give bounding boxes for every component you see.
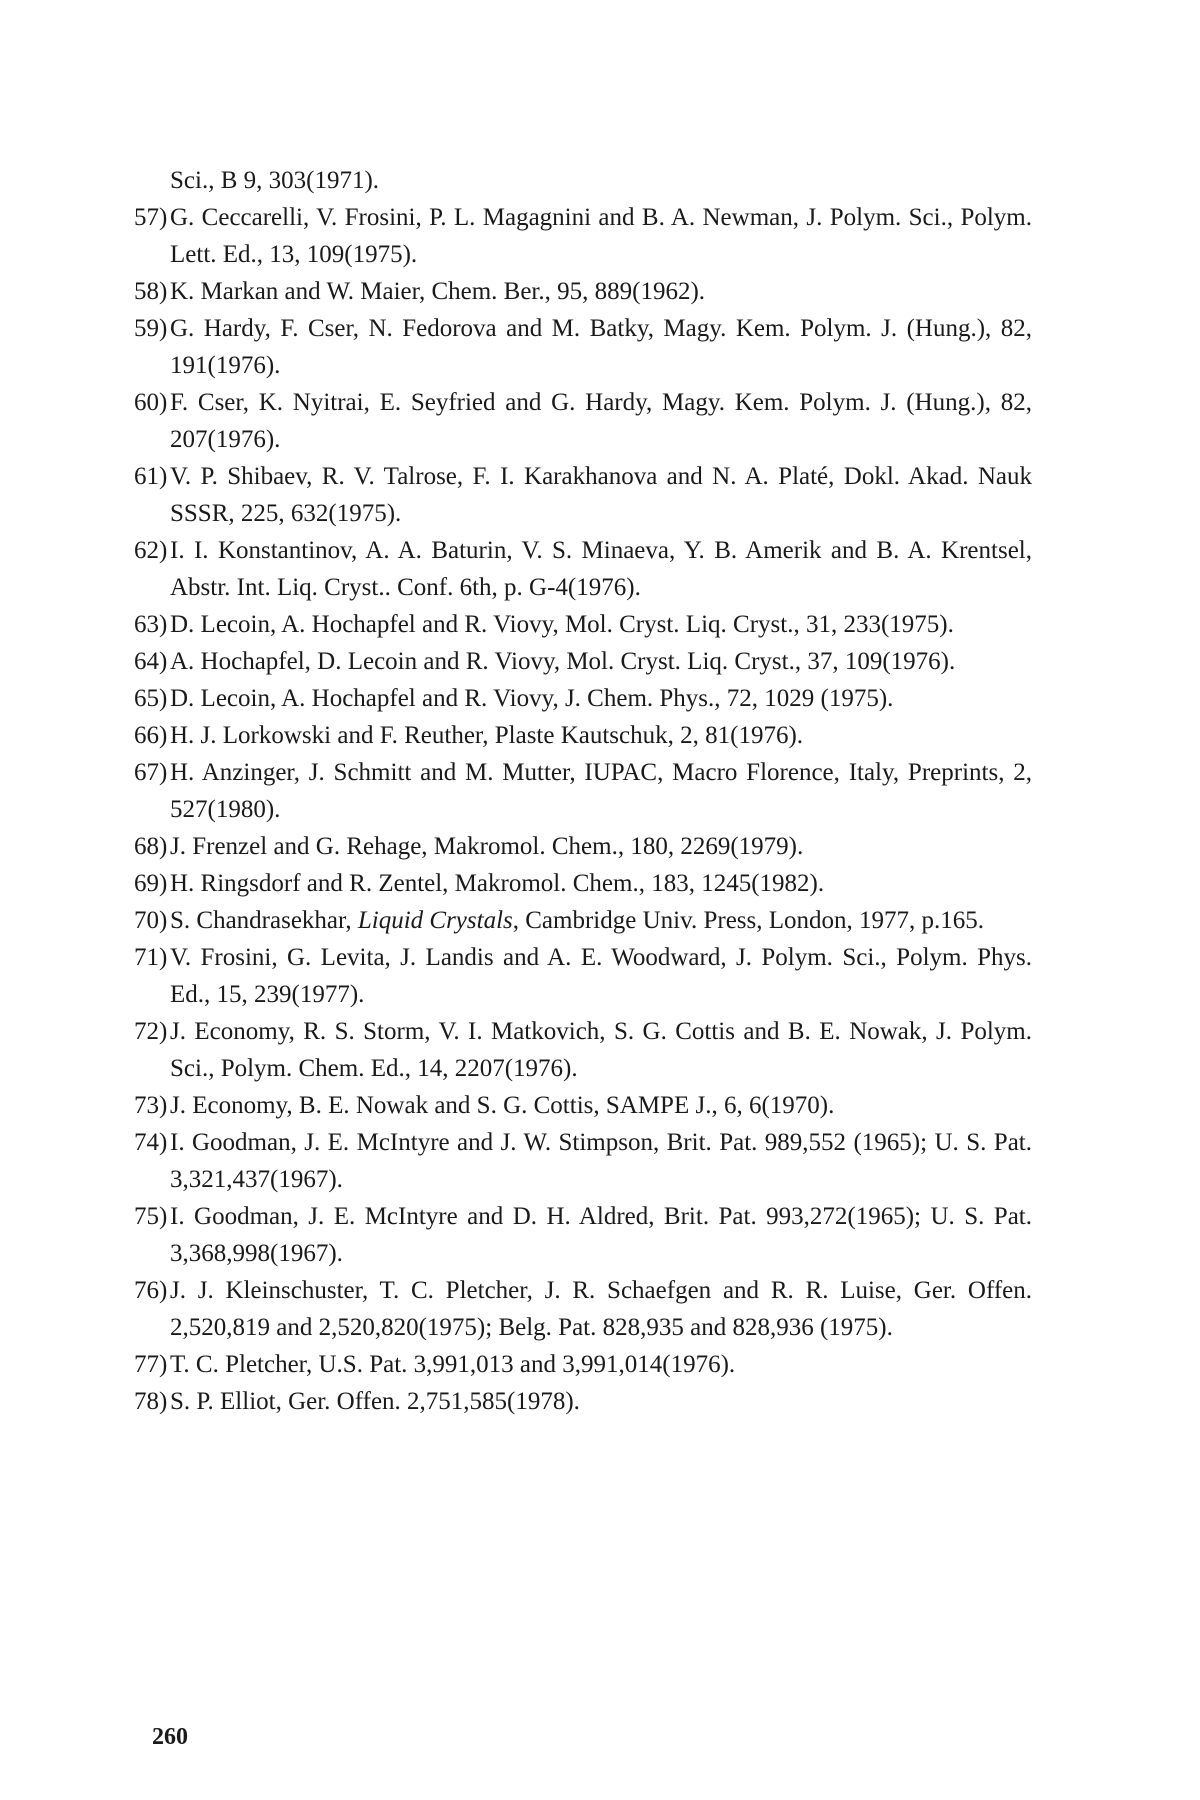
reference-text: S. P. Elliot, Ger. Offen. 2,751,585(1978). [170,1388,580,1415]
reference-item-69 [134,865,1032,902]
reference-item-58 [134,273,1032,310]
reference-item-63 [134,606,1032,643]
reference-text: V. P. Shibaev, R. V. Talrose, F. I. Karakhanova and N. A. Platé, Dokl. Akad. Nauk SSSR, 225, 632(1975). [170,463,1032,527]
reference-number: 58) [134,278,168,305]
reference-number: 66) [134,722,168,749]
reference-text: I. Goodman, J. E. McIntyre and D. H. Aldred, Brit. Pat. 993,272(1965); U. S. Pat. 3,368,998(1967). [170,1203,1032,1267]
reference-list [134,162,1032,1420]
reference-text: Sci., B 9, 303(1971). [170,167,380,194]
reference-item-62 [134,532,1032,606]
reference-text: A. Hochapfel, D. Lecoin and R. Viovy, Mol. Cryst. Liq. Cryst., 37, 109(1976). [170,648,956,675]
reference-number: 74) [134,1129,168,1156]
reference-item-57 [134,199,1032,273]
reference-number: 65) [134,685,168,712]
reference-item-61 [134,458,1032,532]
reference-text: D. Lecoin, A. Hochapfel and R. Viovy, J. Chem. Phys., 72, 1029 (1975). [170,685,894,712]
reference-text: T. C. Pletcher, U.S. Pat. 3,991,013 and 3,991,014(1976). [170,1351,736,1378]
reference-number: 60) [134,389,168,416]
reference-number: 72) [134,1018,168,1045]
reference-page [134,162,1032,1420]
reference-text: F. Cser, K. Nyitrai, E. Seyfried and G. Hardy, Magy. Kem. Polym. J. (Hung.), 82, 207(1976). [170,389,1032,453]
reference-number: 76) [134,1277,168,1304]
reference-number: 64) [134,648,168,675]
reference-item-continued [152,162,1032,199]
reference-number: 73) [134,1092,168,1119]
reference-number: 62) [134,537,168,564]
reference-item-59 [134,310,1032,384]
reference-item-66 [134,717,1032,754]
reference-text: J. Economy, B. E. Nowak and S. G. Cottis, SAMPE J., 6, 6(1970). [170,1092,835,1119]
reference-item-72 [134,1013,1032,1087]
reference-item-71 [134,939,1032,1013]
page-number: 260 [152,1724,188,1750]
reference-number: 67) [134,759,168,786]
reference-text: H. J. Lorkowski and F. Reuther, Plaste Kautschuk, 2, 81(1976). [170,722,804,749]
reference-item-78 [134,1383,1032,1420]
reference-number: 57) [134,204,168,231]
reference-item-68 [134,828,1032,865]
reference-text: G. Ceccarelli, V. Frosini, P. L. Magagnini and B. A. Newman, J. Polym. Sci., Polym. Lett. Ed., 13, 109(1975). [170,204,1032,268]
reference-number: 63) [134,611,168,638]
reference-number: 70) [134,907,168,934]
reference-number: 77) [134,1351,168,1378]
reference-text: S. Chandrasekhar, [170,907,358,934]
reference-item-70 [134,902,1032,939]
reference-item-67 [134,754,1032,828]
reference-number: 69) [134,870,168,897]
reference-item-76 [134,1272,1032,1346]
reference-number: 68) [134,833,168,860]
reference-text: J. J. Kleinschuster, T. C. Pletcher, J. R. Schaefgen and R. R. Luise, Ger. Offen. 2,520,819 and 2,520,820(1975); Belg. Pat. 828,935 and 828,936 (1975). [170,1277,1032,1341]
reference-number: 71) [134,944,168,971]
reference-text: J. Economy, R. S. Storm, V. I. Matkovich, S. G. Cottis and B. E. Nowak, J. Polym. Sci., Polym. Chem. Ed., 14, 2207(1976). [170,1018,1032,1082]
book-title: Liquid Crystals [357,907,513,934]
reference-text: D. Lecoin, A. Hochapfel and R. Viovy, Mol. Cryst. Liq. Cryst., 31, 233(1975). [170,611,954,638]
reference-text: I. Goodman, J. E. McIntyre and J. W. Stimpson, Brit. Pat. 989,552 (1965); U. S. Pat. 3,321,437(1967). [170,1129,1032,1193]
reference-item-64 [134,643,1032,680]
reference-text: V. Frosini, G. Levita, J. Landis and A. E. Woodward, J. Polym. Sci., Polym. Phys. Ed., 15, 239(1977). [170,944,1032,1008]
reference-number: 78) [134,1388,168,1415]
reference-text: K. Markan and W. Maier, Chem. Ber., 95, 889(1962). [170,278,706,305]
reference-text: , Cambridge Univ. Press, London, 1977, p.165. [512,907,985,934]
reference-text: J. Frenzel and G. Rehage, Makromol. Chem., 180, 2269(1979). [170,833,804,860]
reference-item-65 [134,680,1032,717]
reference-number: 75) [134,1203,168,1230]
reference-text: G. Hardy, F. Cser, N. Fedorova and M. Batky, Magy. Kem. Polym. J. (Hung.), 82, 191(1976). [170,315,1032,379]
reference-item-74 [134,1124,1032,1198]
reference-item-75 [134,1198,1032,1272]
reference-text: H. Anzinger, J. Schmitt and M. Mutter, IUPAC, Macro Florence, Italy, Preprints, 2, 527(1980). [170,759,1032,823]
reference-item-73 [134,1087,1032,1124]
reference-number: 59) [134,315,168,342]
reference-text: I. I. Konstantinov, A. A. Baturin, V. S. Minaeva, Y. B. Amerik and B. A. Krentsel, Abstr. Int. Liq. Cryst.. Conf. 6th, p. G-4(1976). [170,537,1032,601]
reference-text: H. Ringsdorf and R. Zentel, Makromol. Chem., 183, 1245(1982). [170,870,825,897]
reference-item-60 [134,384,1032,458]
reference-number: 61) [134,463,168,490]
reference-item-77 [134,1346,1032,1383]
